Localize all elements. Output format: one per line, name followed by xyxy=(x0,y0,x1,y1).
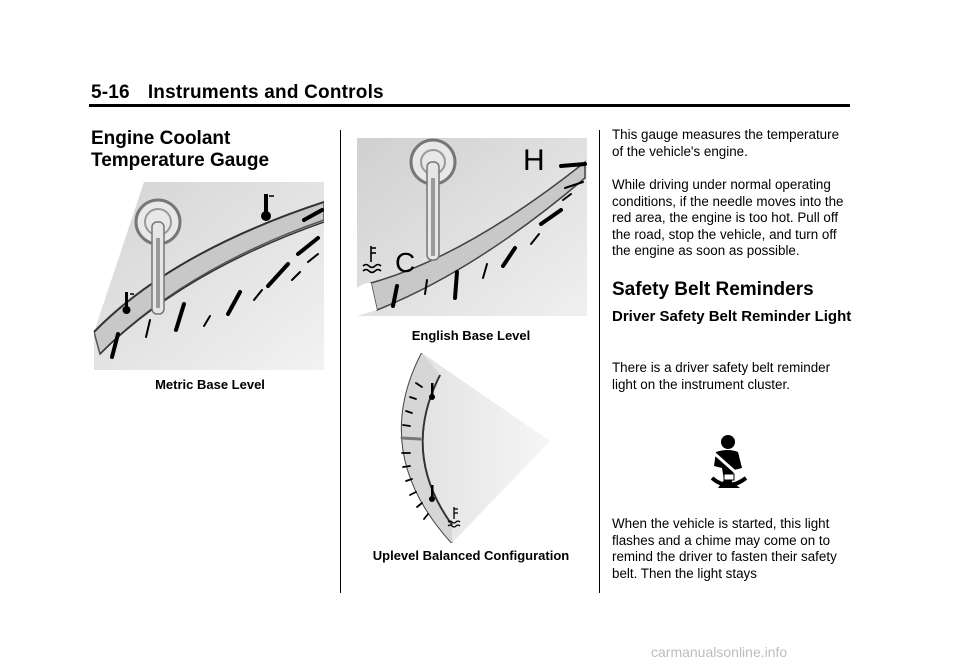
column-divider-left xyxy=(340,130,341,593)
section-title: Instruments and Controls xyxy=(147,82,384,103)
safety-belt-heading: Safety Belt Reminders xyxy=(612,279,814,300)
hot-letter: H xyxy=(523,144,545,177)
startup-reminder-paragraph: When the vehicle is started, this light flashes and a chime may come on to remind the driver to fasten their safety belt. Then the light stays xyxy=(612,516,837,581)
seatbelt-icon xyxy=(706,434,752,490)
cold-letter: C xyxy=(395,247,416,278)
uplevel-gauge-caption: Uplevel Balanced Configuration xyxy=(372,548,570,563)
metric-gauge-figure xyxy=(92,182,324,370)
uplevel-gauge-figure xyxy=(390,353,550,543)
gauge-heading-line2: Temperature Gauge xyxy=(91,150,270,171)
column-divider-right xyxy=(599,130,600,593)
gauge-description-paragraph: This gauge measures the temperature of the vehicle's engine. xyxy=(612,127,840,159)
header-rule xyxy=(89,104,850,107)
watermark: carmanualsonline.info xyxy=(651,644,788,660)
metric-gauge-caption: Metric Base Level xyxy=(155,377,265,392)
english-gauge-caption: English Base Level xyxy=(411,328,531,343)
reminder-light-paragraph: There is a driver safety belt reminder light on the instrument cluster. xyxy=(612,360,831,392)
gauge-heading-line1: Engine Coolant xyxy=(91,128,231,149)
page-header xyxy=(91,82,384,104)
page-number: 5-16 xyxy=(91,82,130,103)
gauge-section-heading xyxy=(91,128,269,172)
driver-belt-subheading: Driver Safety Belt Reminder Light xyxy=(612,308,852,325)
overheat-warning-paragraph: While driving under normal operating conditions, if the needle moves into the red area, the engine is too hot. Pull off the road, stop the vehicle, and turn off the engine as soon as possible. xyxy=(612,177,844,258)
english-gauge-figure xyxy=(357,138,587,316)
